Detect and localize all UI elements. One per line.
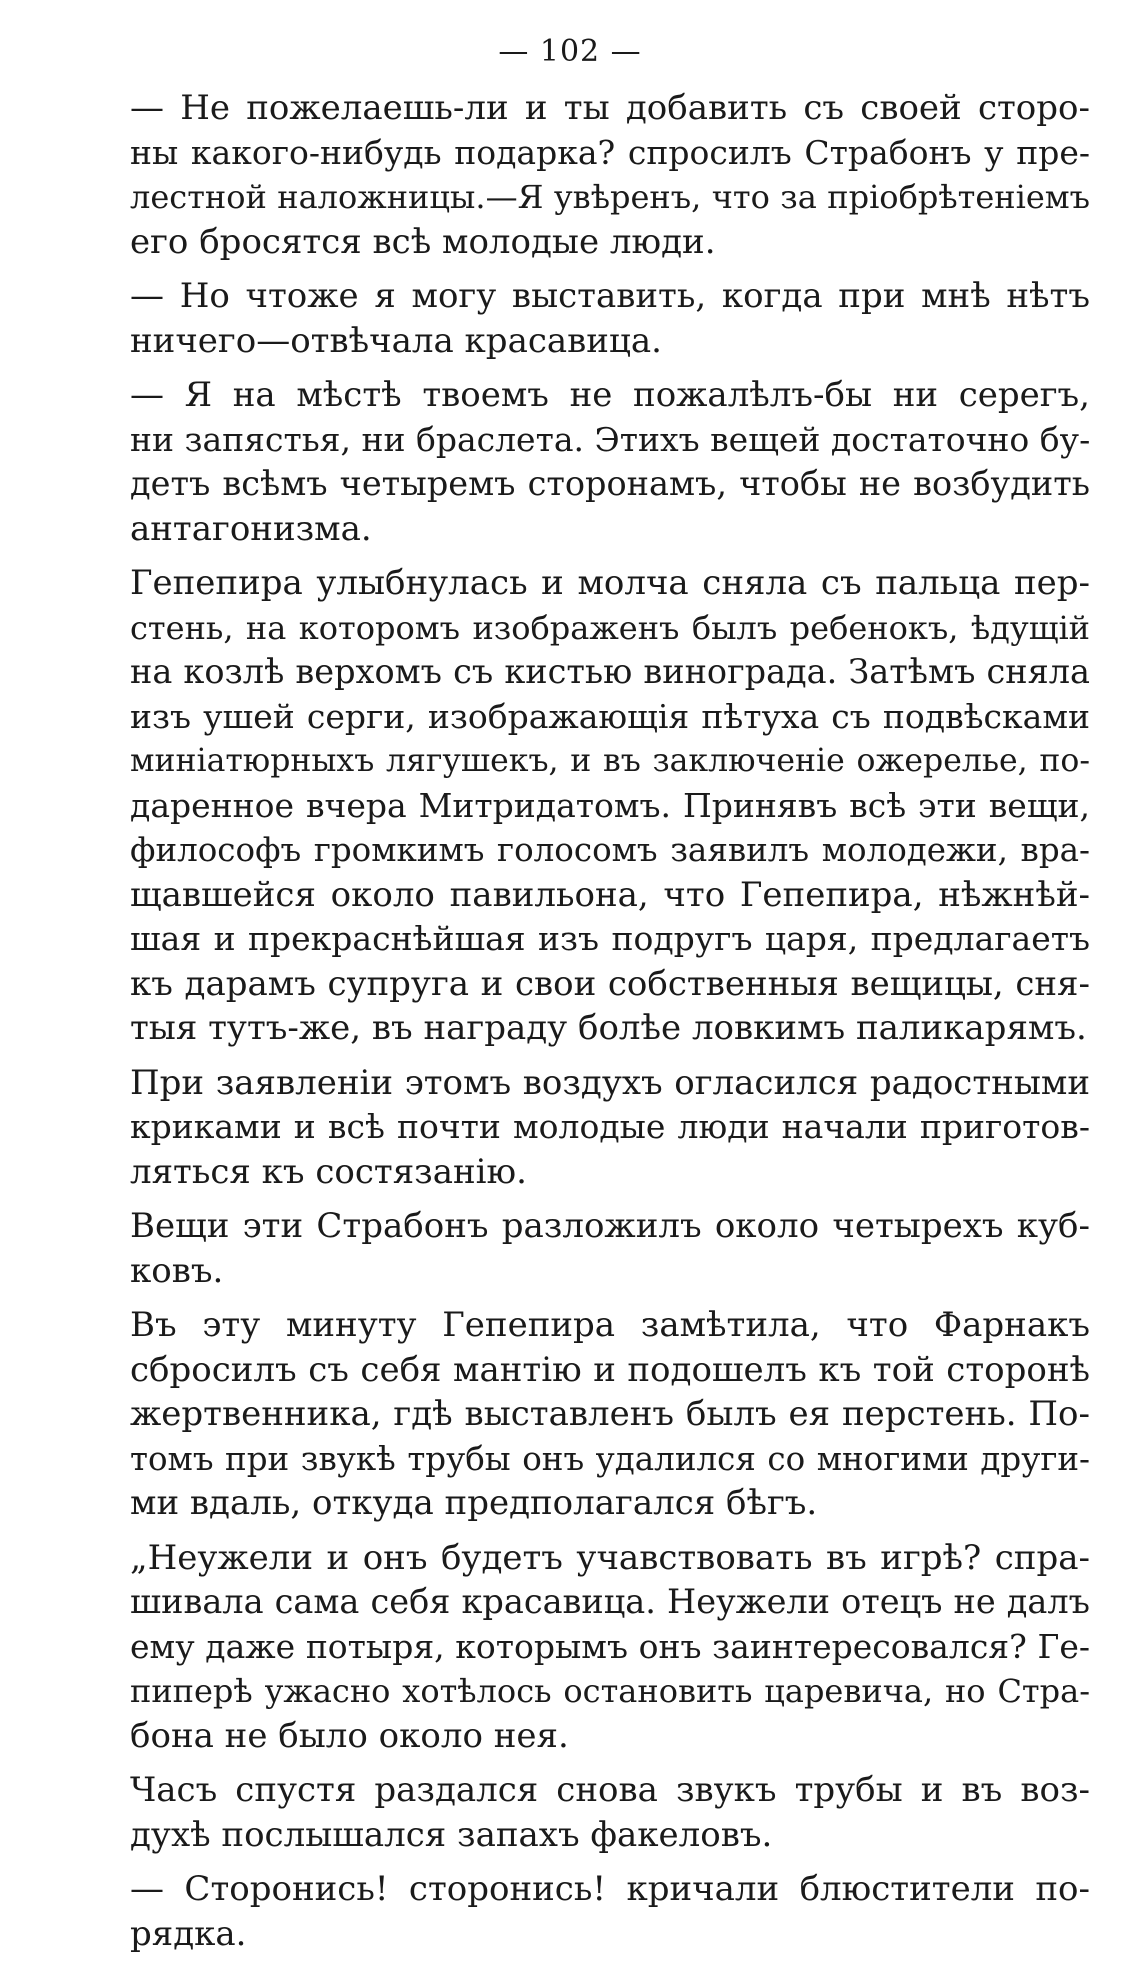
paragraph [130,373,1090,551]
text-line: Часъ спустя раздался снова звукъ трубы и въ воз- [130,1770,1090,1810]
paragraph [130,1867,1090,1956]
text-line: даренное вчера Митридатомъ. Принявъ всѣ эти вещи, [130,785,1090,825]
text-line: къ дарамъ супруга и свои собственныя вещицы, сня- [130,963,1090,1004]
text-line: криками и всѣ почти молодые люди начали приготов- [130,1107,1090,1146]
text-line: ляться къ состязанію. [130,1151,527,1192]
text-line: стень, на которомъ изображенъ былъ ребенокъ, ѣдущій [130,608,1090,647]
text-line: на козлѣ верхомъ съ кистью винограда. Затѣмъ сняла [130,652,1090,691]
text-line: ему даже потыря, которымъ онъ заинтересовался? Ге- [130,1626,1090,1666]
paragraph [130,1061,1090,1195]
text-line: тыя тутъ-же, въ награду болѣе ловкимъ паликарямъ. [130,1008,1087,1048]
text-line: миніатюрныхъ лягушекъ, и въ заключеніе ожерелье, по- [130,743,1090,779]
paragraph [130,86,1090,264]
text-line: При заявленіи этомъ воздухъ огласился радостными [130,1062,1090,1103]
text-line: томъ при звукѣ трубы онъ удалился со многими други- [130,1439,1090,1478]
text-line: рядка. [130,1913,247,1954]
text-line: жертвенника, гдѣ выставленъ былъ ея перстень. По- [130,1394,1090,1434]
page-body-text [130,86,1090,1966]
paragraph [130,1303,1090,1526]
paragraph [130,274,1090,363]
text-line: бона не было около нея. [130,1715,569,1756]
text-line: ничего—отвѣчала красавица. [130,320,662,361]
text-line: детъ всѣмъ четыремъ сторонамъ, чтобы не возбудить [130,464,1090,503]
text-line: — Сторонись! сторонись! кричали блюстители по- [130,1869,1090,1909]
text-line: — Я на мѣстѣ твоемъ не пожалѣлъ-бы ни серегъ, [130,375,1090,415]
text-line: Вещи эти Страбонъ разложилъ около четырехъ куб- [130,1206,1090,1246]
text-line: шая и прекраснѣйшая изъ подругъ царя, предлагаетъ [130,919,1090,958]
text-line: сбросилъ съ себя мантію и подошелъ къ той сторонѣ [130,1349,1090,1390]
page-number: — 102 — [498,34,642,69]
paragraph [130,561,1090,1051]
paragraph [130,1536,1090,1759]
text-line: лестной наложницы.—Я увѣренъ, что за пріобрѣтеніемъ [130,178,1090,216]
text-line: ми вдаль, откуда предполагался бѣгъ. [130,1483,818,1523]
text-line: — Но чтоже я могу выставить, когда при мнѣ нѣтъ [130,276,1090,316]
text-line: „Неужели и онъ будетъ учавствовать въ игрѣ? спра- [130,1537,1090,1578]
text-line: духѣ послышался запахъ факеловъ. [130,1814,773,1855]
text-line: — Не пожелаешь-ли и ты добавить съ своей сторо- [130,88,1090,128]
text-line: ны какого-нибудь подарка? спросилъ Страбонъ у пре- [130,132,1090,172]
text-line: изъ ушей серги, изображающія пѣтуха съ подвѣсками [130,696,1090,736]
text-line: шивала сама себя красавица. Неужели отецъ не далъ [130,1582,1090,1621]
text-line: пиперѣ ужасно хотѣлось остановить царевича, но Стра- [130,1672,1090,1710]
text-line: ни запястья, ни браслета. Этихъ вещей достаточно бу- [130,419,1090,459]
paragraph [130,1204,1090,1293]
text-line: антагонизма. [130,508,372,549]
text-line: его бросятся всѣ молодые люди. [130,221,716,262]
text-line: ковъ. [130,1250,224,1291]
text-line: Гепепира улыбнулась и молча сняла съ пальца пер- [130,563,1090,603]
text-line: Въ эту минуту Гепепира замѣтила, что Фарнакъ [130,1305,1090,1345]
paragraph [130,1768,1090,1857]
text-line: философъ громкимъ голосомъ заявилъ молодежи, вра- [130,831,1090,869]
text-line: щавшейся около павильона, что Гепепира, нѣжнѣй- [130,874,1090,915]
